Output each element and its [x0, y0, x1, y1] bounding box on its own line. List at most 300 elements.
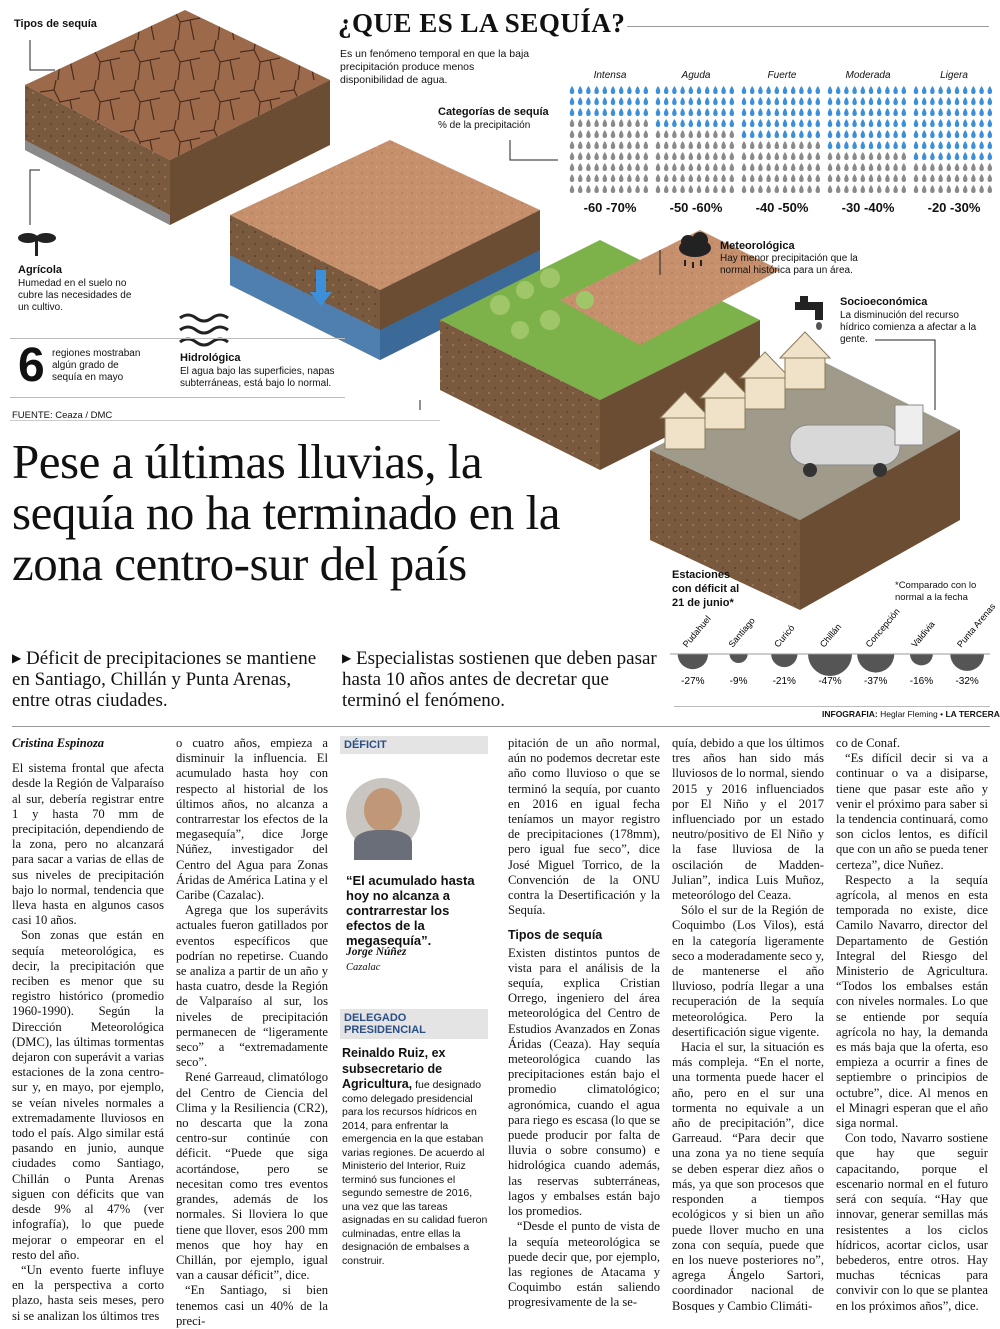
drop-icon: [947, 86, 952, 94]
drop-icon: [586, 185, 591, 193]
drop-icon: [570, 97, 575, 105]
drop-icon: [603, 97, 608, 105]
drop-icon: [979, 97, 984, 105]
drop-icon: [730, 174, 735, 182]
drop-icon: [938, 141, 943, 149]
drop-icon: [885, 119, 890, 127]
drop-icon: [988, 86, 993, 94]
drop-icon: [730, 108, 735, 116]
drop-icon: [705, 185, 710, 193]
drop-icon: [635, 86, 640, 94]
drop-icon: [635, 174, 640, 182]
drop-icon: [570, 130, 575, 138]
drop-icon: [844, 163, 849, 171]
drop-icon: [938, 185, 943, 193]
drop-icon: [861, 141, 866, 149]
drop-icon: [877, 174, 882, 182]
drop-icon: [586, 86, 591, 94]
delegado-text: fue designado como delegado presidencial para los recursos hídricos en 2014, para enfrentar la emergencia en la que estaban varias regiones. De acuerdo al Ministerio del Interior, Ruiz terminó sus funciones el segundo semestre de 2016, una vez que las tareas asignadas en su calidad fueron culminadas, entre ellas la designación de embalses a construir.: [342, 1079, 488, 1267]
agricola-text: Humedad en el suelo no cubre las necesidades de un cultivo.: [18, 278, 132, 313]
drop-icon: [586, 108, 591, 116]
drop-icon: [697, 152, 702, 160]
source-note: FUENTE: Ceaza / DMC: [12, 410, 113, 421]
drop-icon: [730, 185, 735, 193]
drop-icon: [570, 152, 575, 160]
drop-icon: [955, 119, 960, 127]
drop-icon: [799, 119, 804, 127]
drop-icon: [914, 185, 919, 193]
drop-icon: [816, 86, 821, 94]
drop-icon: [713, 163, 718, 171]
drop-icon: [705, 163, 710, 171]
drop-icon: [730, 163, 735, 171]
drop-icon: [603, 174, 608, 182]
drop-icon: [869, 119, 874, 127]
drop-icon: [713, 108, 718, 116]
drop-icon: [885, 163, 890, 171]
station-name: Pudahuel: [680, 613, 713, 650]
drop-icon: [828, 163, 833, 171]
drop-icon: [578, 97, 583, 105]
drop-icon: [742, 97, 747, 105]
delegado-box: [342, 1046, 492, 1268]
drop-icon: [619, 163, 624, 171]
drop-icon: [828, 97, 833, 105]
drop-icon: [594, 152, 599, 160]
drop-icon: [947, 141, 952, 149]
drop-icon: [971, 185, 976, 193]
drop-icon: [791, 119, 796, 127]
drop-icon: [578, 163, 583, 171]
delegado-label: DELEGADO PRESIDENCIAL: [340, 1009, 488, 1039]
drop-icon: [963, 108, 968, 116]
drop-icon: [877, 97, 882, 105]
drop-icon: [578, 119, 583, 127]
drop-icon: [902, 185, 907, 193]
station-value: -27%: [681, 676, 705, 687]
drop-icon: [877, 185, 882, 193]
paragraph: quía, debido a que los últimos tres años han sido más lluviosos de lo normal, siendo 2015 y 2016 influenciados por El Niño y el 2017 influenciado por un estado neutro/positivo de El Niño y la fase lluviosa de la oscilación de Madden-Julian”, indica Luis Muñoz, meteorólogo del Ceaza.: [672, 736, 824, 903]
drop-icon: [689, 152, 694, 160]
paragraph: Respecto a la sequía agrícola, al menos en esta temporada no existe, dice Camilo Navarro, director del Departamento de Gestión Integral del Riesgo del Ministerio de Agricultura. “Todos los embalses están con niveles normales. Lo que se entiende por sequía agrícola no hay, la demanda es más baja que la oferta, eso empieza a ocurrir a fines de septiembre o principios de octubre”, dice. Al menos en el Minagri esperan que el año siga normal.: [836, 872, 988, 1131]
drop-icon: [963, 86, 968, 94]
drop-icon: [627, 141, 632, 149]
drop-icon: [971, 141, 976, 149]
drop-icon: [807, 130, 812, 138]
drop-icon: [689, 185, 694, 193]
drop-icon: [766, 97, 771, 105]
drop-icon: [697, 163, 702, 171]
drop-icon: [603, 119, 608, 127]
drop-icon: [730, 130, 735, 138]
drop-icon: [922, 86, 927, 94]
drop-icon: [656, 174, 661, 182]
drop-icon: [971, 97, 976, 105]
drop-icon: [988, 119, 993, 127]
drop-icon: [893, 86, 898, 94]
station-name: Concepción: [863, 606, 902, 650]
drop-icon: [656, 130, 661, 138]
drop-icon: [664, 152, 669, 160]
drop-icon: [664, 163, 669, 171]
stations-chart: [670, 601, 998, 690]
column-1: [12, 736, 164, 1324]
drop-icon: [852, 152, 857, 160]
drop-icon: [816, 174, 821, 182]
drop-icon: [627, 97, 632, 105]
drop-icon: [914, 163, 919, 171]
drop-icon: [775, 97, 780, 105]
drop-icon: [578, 86, 583, 94]
drop-icon: [902, 86, 907, 94]
drop-icon: [689, 130, 694, 138]
drop-icon: [861, 108, 866, 116]
drop-icon: [914, 174, 919, 182]
drop-icon: [603, 152, 608, 160]
credit-name: Heglar Fleming: [880, 709, 938, 719]
drop-icon: [914, 108, 919, 116]
drop-icon: [816, 119, 821, 127]
category-range: -50 -60%: [669, 200, 723, 215]
drop-icon: [570, 108, 575, 116]
drop-icon: [836, 174, 841, 182]
drop-icon: [791, 130, 796, 138]
drop-icon: [971, 163, 976, 171]
drop-icon: [955, 130, 960, 138]
drop-icon: [963, 130, 968, 138]
drop-icon: [644, 163, 649, 171]
drop-icon: [836, 163, 841, 171]
drop-icon: [586, 163, 591, 171]
category-name: Ligera: [940, 70, 968, 81]
drop-icon: [807, 185, 812, 193]
drop-icon: [664, 108, 669, 116]
drop-icon: [938, 152, 943, 160]
drop-icon: [680, 163, 685, 171]
drop-icon: [721, 86, 726, 94]
drop-icon: [742, 141, 747, 149]
drop-icon: [852, 108, 857, 116]
drop-icon: [836, 108, 841, 116]
drop-icon: [766, 86, 771, 94]
drop-icon: [947, 185, 952, 193]
drop-icon: [635, 119, 640, 127]
drop-icon: [721, 174, 726, 182]
drop-icon: [963, 185, 968, 193]
drop-icon: [979, 152, 984, 160]
drop-icon: [885, 141, 890, 149]
drop-icon: [828, 174, 833, 182]
paragraph: Existen distintos puntos de vista para el análisis de la sequía, explica Cristian Orrego, ingeniero del área meteorológica del Centro de Estudios Avanzados en Zonas Áridas (Ceaza). Hay sequía meteorológica cuando las precipitaciones están bajo el promedio climatológico; agronómica, cuando el agua para riego es escasa (lo que se puede producir por falta de lluvia o sobre consumo) e hidrológica cuando además, las reservas subterráneas, lagos y embalses están bajo los promedios.: [508, 945, 660, 1219]
drop-icon: [775, 174, 780, 182]
station-mark: [910, 654, 933, 665]
drop-icon: [930, 185, 935, 193]
regions-text: regiones mostraban algún grado de sequía en mayo: [52, 348, 141, 383]
drop-icon: [844, 152, 849, 160]
drop-icon: [730, 119, 735, 127]
drop-icon: [635, 141, 640, 149]
drop-icon: [775, 163, 780, 171]
drop-icon: [902, 119, 907, 127]
drop-icon: [627, 86, 632, 94]
drop-icon: [627, 185, 632, 193]
drop-icon: [611, 163, 616, 171]
drop-icon: [852, 86, 857, 94]
drop-icon: [971, 152, 976, 160]
drop-icon: [766, 163, 771, 171]
drop-icon: [955, 174, 960, 182]
drop-icon: [922, 97, 927, 105]
paragraph: Agrega que los superávits actuales fueron gatillados por eventos específicos que podrían no repetirse. Cuando se analiza a partir de un año y hasta cuatro, desde la Región de Valparaíso al sur, los niveles de precipitación permanecen de “ligeramente seco” a “extremadamente seco”.: [176, 903, 328, 1070]
drop-icon: [578, 185, 583, 193]
drop-icon: [578, 152, 583, 160]
drop-icon: [689, 174, 694, 182]
drop-icon: [930, 97, 935, 105]
drop-icon: [844, 119, 849, 127]
drop-icon: [680, 174, 685, 182]
drop-icon: [807, 174, 812, 182]
drop-icon: [791, 108, 796, 116]
drop-icon: [680, 97, 685, 105]
drop-icon: [971, 108, 976, 116]
drop-icon: [893, 141, 898, 149]
drop-icon: [877, 163, 882, 171]
drop-icon: [922, 108, 927, 116]
drop-icon: [988, 185, 993, 193]
drop-icon: [922, 152, 927, 160]
drop-icon: [713, 130, 718, 138]
drop-icon: [750, 185, 755, 193]
drop-icon: [611, 97, 616, 105]
drop-icon: [930, 141, 935, 149]
drop-icon: [844, 141, 849, 149]
drop-icon: [775, 130, 780, 138]
drop-icon: [885, 86, 890, 94]
drop-icon: [570, 141, 575, 149]
drop-icon: [611, 119, 616, 127]
drop-icon: [922, 185, 927, 193]
drop-icon: [775, 119, 780, 127]
drop-icon: [930, 119, 935, 127]
drop-icon: [783, 152, 788, 160]
drop-icon: [861, 163, 866, 171]
drop-icon: [979, 141, 984, 149]
drop-icon: [705, 130, 710, 138]
drop-icon: [578, 130, 583, 138]
drop-icon: [902, 97, 907, 105]
drop-icon: [758, 86, 763, 94]
drop-icon: [697, 119, 702, 127]
drop-icon: [713, 97, 718, 105]
drop-icon: [861, 185, 866, 193]
drop-icon: [750, 119, 755, 127]
agricola-title: Agrícola: [18, 264, 63, 276]
column-4: [672, 736, 824, 1314]
drop-icon: [672, 130, 677, 138]
drop-icon: [938, 108, 943, 116]
paragraph: “Un evento fuerte influye en la perspectiva a corto plazo, hasta seis meses, pero si se analizan los últimos tres: [12, 1262, 164, 1323]
drop-icon: [852, 141, 857, 149]
paragraph: Con todo, Navarro sostiene que hay que seguir capacitando, porque el escenario normal en el futuro será con sequía. “Hay que innovar, generar semillas más resistentes a los ciclos hídricos, acortar ciclos, usar bebederos, entre otros. Hay muchas técnicas para convivir con lo que se plantea en los próximos años”, dice.: [836, 1131, 988, 1313]
drop-icon: [816, 141, 821, 149]
drop-icon: [930, 86, 935, 94]
drop-icon: [635, 163, 640, 171]
drop-icon: [742, 108, 747, 116]
drop-icon: [721, 141, 726, 149]
drop-icon: [635, 130, 640, 138]
drop-icon: [656, 108, 661, 116]
drop-icon: [930, 163, 935, 171]
drop-icon: [680, 130, 685, 138]
subheading: Tipos de sequía: [508, 928, 603, 943]
drop-icon: [844, 130, 849, 138]
regions-number: 6: [18, 339, 45, 392]
drop-icon: [938, 97, 943, 105]
station-value: -16%: [909, 676, 934, 687]
drop-icon: [775, 108, 780, 116]
drop-icon: [979, 174, 984, 182]
drop-icon: [758, 185, 763, 193]
drop-icon: [586, 97, 591, 105]
drop-icon: [586, 152, 591, 160]
drop-icon: [955, 152, 960, 160]
drop-icon: [730, 86, 735, 94]
drop-icon: [844, 174, 849, 182]
drop-icon: [947, 174, 952, 182]
hidrologica-text: El agua bajo las superficies, napas subterráneas, está bajo lo normal.: [180, 366, 335, 389]
paragraph: Sólo el sur de la Región de Coquimbo (Los Vilos), está en la categoría ligeramente seco a moderadamente seco y, de mantenerse el año lluvioso, podría llegar a una recuperación de la sequía meteorológica. Pero la desertificación sigue vigente.: [672, 903, 824, 1039]
drop-icon: [656, 141, 661, 149]
drought-categories: [565, 70, 995, 220]
drop-icon: [750, 163, 755, 171]
drop-icon: [594, 174, 599, 182]
socio-text: La disminución del recurso hídrico comienza a afectar a la gente.: [840, 310, 977, 345]
drop-icon: [979, 130, 984, 138]
infographic-title: ¿QUE ES LA SEQUÍA?: [338, 8, 626, 38]
drop-icon: [828, 152, 833, 160]
drop-icon: [713, 86, 718, 94]
drop-icon: [672, 163, 677, 171]
drop-icon: [697, 97, 702, 105]
drop-icon: [627, 163, 632, 171]
station-value: -21%: [772, 676, 796, 687]
drop-icon: [799, 163, 804, 171]
drop-icon: [603, 185, 608, 193]
station-value: -37%: [864, 676, 888, 687]
drop-icon: [947, 152, 952, 160]
drop-icon: [594, 119, 599, 127]
categories-title: Categorías de sequía: [438, 106, 549, 118]
drop-icon: [713, 174, 718, 182]
drop-icon: [750, 86, 755, 94]
drop-icon: [791, 174, 796, 182]
drop-icon: [750, 130, 755, 138]
drop-icon: [603, 141, 608, 149]
drop-icon: [836, 141, 841, 149]
drop-icon: [758, 141, 763, 149]
drop-icon: [914, 141, 919, 149]
drop-icon: [713, 141, 718, 149]
drop-icon: [930, 108, 935, 116]
category-name: Aguda: [681, 70, 711, 81]
drop-icon: [783, 108, 788, 116]
drop-icon: [852, 130, 857, 138]
drop-icon: [775, 86, 780, 94]
drop-icon: [586, 174, 591, 182]
delegado-title: Reinaldo Ruiz, ex subsecretario de Agricultura,: [342, 1046, 446, 1091]
drop-icon: [783, 86, 788, 94]
drop-icon: [963, 97, 968, 105]
drop-icon: [619, 86, 624, 94]
drop-icon: [594, 86, 599, 94]
category-name: Intensa: [593, 70, 627, 81]
drop-icon: [611, 174, 616, 182]
drop-icon: [611, 152, 616, 160]
drop-icon: [893, 185, 898, 193]
drop-icon: [844, 185, 849, 193]
drop-icon: [791, 163, 796, 171]
drop-icon: [922, 119, 927, 127]
category-range: -40 -50%: [755, 200, 809, 215]
drop-icon: [619, 119, 624, 127]
drop-icon: [627, 174, 632, 182]
drop-icon: [836, 152, 841, 160]
drop-icon: [635, 108, 640, 116]
drop-icon: [914, 152, 919, 160]
drop-icon: [750, 174, 755, 182]
drop-icon: [893, 119, 898, 127]
drop-icon: [644, 97, 649, 105]
drop-icon: [603, 163, 608, 171]
deficit-label: DÉFICIT: [340, 736, 488, 754]
drop-icon: [914, 119, 919, 127]
drop-icon: [828, 141, 833, 149]
drop-icon: [705, 141, 710, 149]
drop-icon: [656, 163, 661, 171]
drop-icon: [799, 174, 804, 182]
drop-icon: [721, 163, 726, 171]
drop-icon: [730, 97, 735, 105]
drop-icon: [947, 108, 952, 116]
drop-icon: [807, 119, 812, 127]
drop-icon: [783, 163, 788, 171]
drop-icon: [799, 108, 804, 116]
drop-icon: [656, 152, 661, 160]
drop-icon: [783, 185, 788, 193]
drop-icon: [947, 130, 952, 138]
station-name: Santiago: [726, 615, 757, 650]
drop-icon: [955, 97, 960, 105]
drop-icon: [713, 152, 718, 160]
drop-icon: [775, 152, 780, 160]
drop-icon: [877, 119, 882, 127]
drop-icon: [664, 141, 669, 149]
drop-icon: [877, 141, 882, 149]
bullet-2-text: Especialistas sostienen que deben pasar hasta 10 años antes de decretar que terminó el fenómeno.: [342, 648, 657, 711]
drop-icon: [750, 152, 755, 160]
paragraph: pitación de un año normal, aún no podemos decretar este año como lluvioso o que se terminó la sequía, por cuanto en 2016 en igual fecha teníamos un mayor registro de precipitaciones (178mm), pero igual fue seco”, dice José Miguel Torrico, de la Convención de la ONU contra la Desertificación y la Sequía.: [508, 736, 660, 918]
drop-icon: [721, 119, 726, 127]
drop-icon: [861, 174, 866, 182]
drop-icon: [869, 86, 874, 94]
drop-icon: [893, 174, 898, 182]
station-value: -32%: [955, 676, 979, 687]
drop-icon: [730, 152, 735, 160]
meteorologica-title: Meteorológica: [720, 240, 795, 252]
hidrologica-title: Hidrológica: [180, 352, 241, 364]
drop-icon: [938, 86, 943, 94]
drop-icon: [963, 163, 968, 171]
